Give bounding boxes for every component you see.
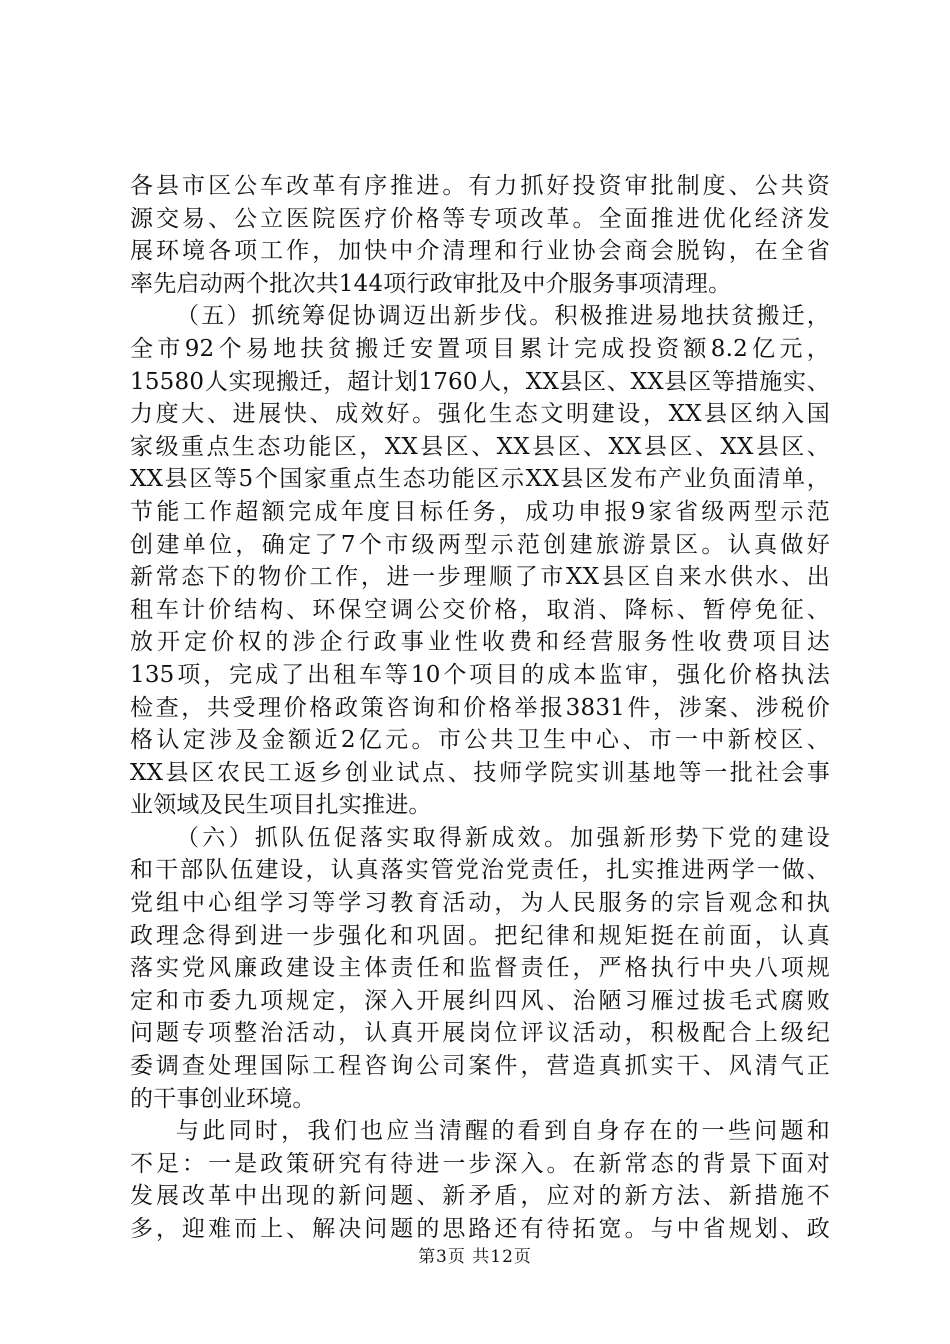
text-line: 不足：一是政策研究有待进一步深入。在新常态的背景下面对 xyxy=(130,1150,830,1177)
text-line: 各县市区公车改革有序推进。有力抓好投资审批制度、公共资 xyxy=(130,173,830,199)
text-line: 业领域及民生项目扎实推进。 xyxy=(130,792,432,819)
text-line: 委调查处理国际工程咨询公司案件，营造真抓实干、风清气正 xyxy=(130,1053,830,1080)
text-line: 定和市委九项规定，深入开展纠四风、治陋习雁过拔毛式腐败 xyxy=(130,987,830,1014)
text-line: 源交易、公立医院医疗价格等专项改革。全面推进优化经济发 xyxy=(130,205,830,232)
text-line: 节能工作超额完成年度目标任务，成功申报9家省级两型示范 xyxy=(130,498,830,525)
text-line: 率先启动两个批次共144项行政审批及中介服务事项清理。 xyxy=(130,270,732,297)
text-line: 的干事创业环境。 xyxy=(130,1085,316,1112)
text-line: 发展改革中出现的新问题、新矛盾，应对的新方法、新措施不 xyxy=(130,1183,830,1210)
text-line: 落实党风廉政建设主体责任和监督责任，严格执行中央八项规 xyxy=(130,955,830,982)
text-line: 问题专项整治活动，认真开展岗位评议活动，积极配合上级纪 xyxy=(130,1020,830,1047)
text-line: 135项，完成了出租车等10个项目的成本监审，强化价格执法 xyxy=(130,661,830,688)
text-line: XX县区等5个国家重点生态功能区示XX县区发布产业负面清单， xyxy=(130,466,830,493)
text-line: 力度大、进展快、成效好。强化生态文明建设，XX县区纳入国 xyxy=(130,401,830,428)
text-line: 检查，共受理价格政策咨询和价格举报3831件，涉案、涉税价 xyxy=(130,694,830,721)
text-line: （五）抓统筹促协调迈出新步伐。积极推进易地扶贫搬迁， xyxy=(176,303,830,330)
text-line: （六）抓队伍促落实取得新成效。加强新形势下党的建设 xyxy=(176,824,830,851)
text-line: 格认定涉及金额近2亿元。市公共卫生中心、市一中新校区、 xyxy=(130,727,830,754)
text-line: 15580人实现搬迁，超计划1760人，XX县区、XX县区等措施实、 xyxy=(130,368,830,395)
text-line: 放开定价权的涉企行政事业性收费和经营服务性收费项目达 xyxy=(130,629,830,656)
text-line: 政理念得到进一步强化和巩固。把纪律和规矩挺在前面，认真 xyxy=(130,922,830,949)
text-line: 展环境各项工作，加快中介清理和行业协会商会脱钩，在全省 xyxy=(130,238,830,265)
page-footer xyxy=(0,1242,950,1267)
text-line: 新常态下的物价工作，进一步理顺了市XX县区自来水供水、出 xyxy=(130,564,830,591)
text-line: 创建单位，确定了7个市级两型示范创建旅游景区。认真做好 xyxy=(130,531,830,558)
text-line: 家级重点生态功能区，XX县区、XX县区、XX县区、XX县区、 xyxy=(130,433,830,460)
text-line: 党组中心组学习等学习教育活动，为人民服务的宗旨观念和执 xyxy=(130,890,830,917)
document-body xyxy=(130,170,830,1246)
text-line: 和干部队伍建设，认真落实管党治党责任，扎实推进两学一做、 xyxy=(130,857,830,884)
page-number-label: 第3页 共12页 xyxy=(418,1247,532,1267)
text-line: 全市92个易地扶贫搬迁安置项目累计完成投资额8.2亿元， xyxy=(130,335,830,362)
text-line: 多，迎难而上、解决问题的思路还有待拓宽。与中省规划、政 xyxy=(130,1216,830,1242)
text-line: XX县区农民工返乡创业试点、技师学院实训基地等一批社会事 xyxy=(130,759,830,786)
text-line: 租车计价结构、环保空调公交价格，取消、降标、暂停免征、 xyxy=(130,596,830,623)
text-line: 与此同时，我们也应当清醒的看到自身存在的一些问题和 xyxy=(176,1118,830,1145)
